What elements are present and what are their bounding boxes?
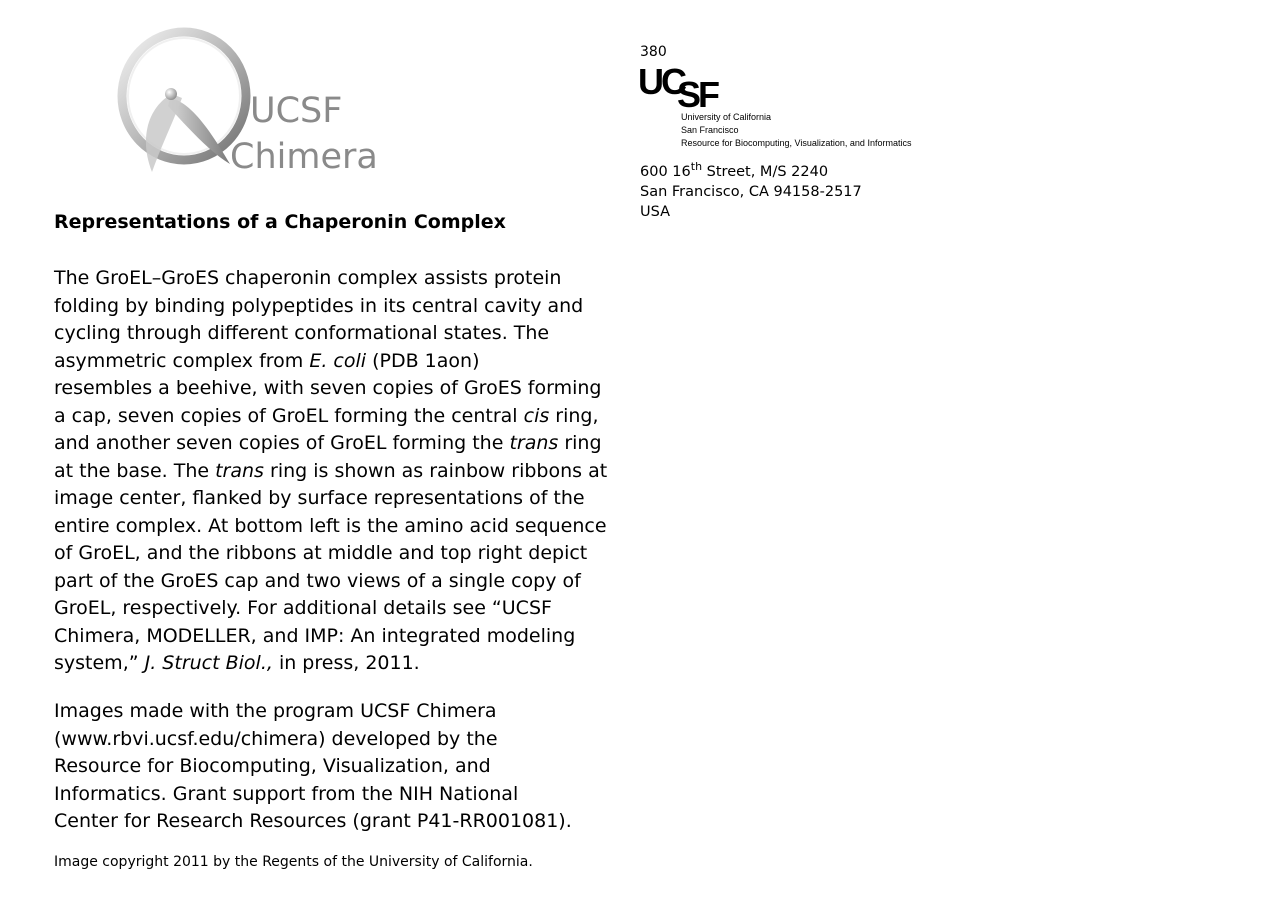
description-line — [54, 348, 624, 376]
svg-text:SF: SF — [677, 74, 718, 110]
affiliation-resource: Resource for Biocomputing, Visualization, and Informatics — [681, 138, 912, 148]
description-text: a cap, seven copies of GroEL forming the central — [54, 404, 524, 427]
ucsf-wordmark — [638, 64, 733, 110]
description-line — [54, 403, 624, 431]
credits-line: (www.rbvi.ucsf.edu/chimera) developed by the — [54, 727, 498, 750]
description-text: and another seven copies of GroEL forming the — [54, 432, 510, 454]
address-country: USA — [640, 204, 671, 220]
description-line: resembles a beehive, with seven copies of GroES forming — [54, 377, 602, 399]
description-text: ring — [558, 432, 602, 454]
description-line: folding by binding polypeptides in its central cavity and — [54, 294, 584, 317]
page-title: Representations of a Chaperonin Complex — [54, 211, 506, 233]
description-text: ring is shown as rainbow ribbons at — [263, 459, 608, 482]
description-text: in press, 2011. — [272, 652, 420, 674]
description-text: at the base. The — [54, 459, 216, 482]
italic-term: trans — [509, 432, 559, 454]
credits-line: Center for Research Resources (grant P41-RR001081). — [54, 810, 572, 832]
description-line: cycling through different conformational states. The — [54, 322, 550, 344]
description-line: entire complex. At bottom left is the amino acid sequence — [54, 514, 607, 537]
description-line: part of the GroES cap and two views of a single copy of — [54, 569, 581, 592]
description-text: asymmetric complex from — [54, 349, 310, 372]
credits-line: Informatics. Grant support from the NIH National — [54, 782, 519, 805]
svg-text:UC: UC — [638, 64, 684, 102]
credits-line: Images made with the program UCSF Chimera — [54, 700, 497, 722]
description-line: image center, flanked by surface representations of the — [54, 487, 585, 509]
logo-chimera-text: Chimera — [230, 137, 378, 177]
description-line: Chimera, MODELLER, and IMP: An integrated modeling — [54, 624, 576, 647]
italic-term: cis — [523, 404, 550, 427]
description-line — [54, 430, 624, 458]
address-city: San Francisco, CA 94158-2517 — [640, 184, 862, 200]
journal-name: J. Struct Biol., — [144, 652, 273, 674]
italic-term: trans — [215, 459, 264, 482]
description-line — [54, 650, 624, 678]
page-number: 380 — [640, 44, 667, 60]
ucsf-wordmark-icon — [638, 64, 733, 110]
copyright-notice: Image copyright 2011 by the Regents of the University of California. — [54, 854, 533, 870]
address-street — [640, 162, 828, 182]
affiliation-campus: San Francisco — [681, 125, 739, 135]
credits-line: Resource for Biocomputing, Visualization, and — [54, 755, 491, 777]
description-line — [54, 458, 624, 486]
affiliation-university: University of California — [681, 112, 772, 122]
chimera-logo — [112, 24, 387, 184]
description-line: GroEL, respectively. For additional details see “UCSF — [54, 597, 552, 619]
description-paragraph — [54, 265, 624, 678]
address-street-number: 600 16 — [640, 164, 691, 180]
description-line: of GroEL, and the ribbons at middle and top right depict — [54, 542, 588, 564]
description-text: system,” — [54, 652, 145, 674]
address-street-rest: Street, M/S 2240 — [702, 164, 829, 180]
description-text: ring, — [549, 404, 599, 427]
description-text: (PDB 1aon) — [366, 349, 480, 372]
species-name: E. coli — [309, 349, 367, 372]
credits-paragraph — [54, 698, 624, 836]
description-line: The GroEL–GroES chaperonin complex assists protein — [54, 267, 562, 289]
address-street-suffix: th — [690, 160, 703, 173]
logo-ucsf-text: UCSF — [250, 91, 343, 131]
